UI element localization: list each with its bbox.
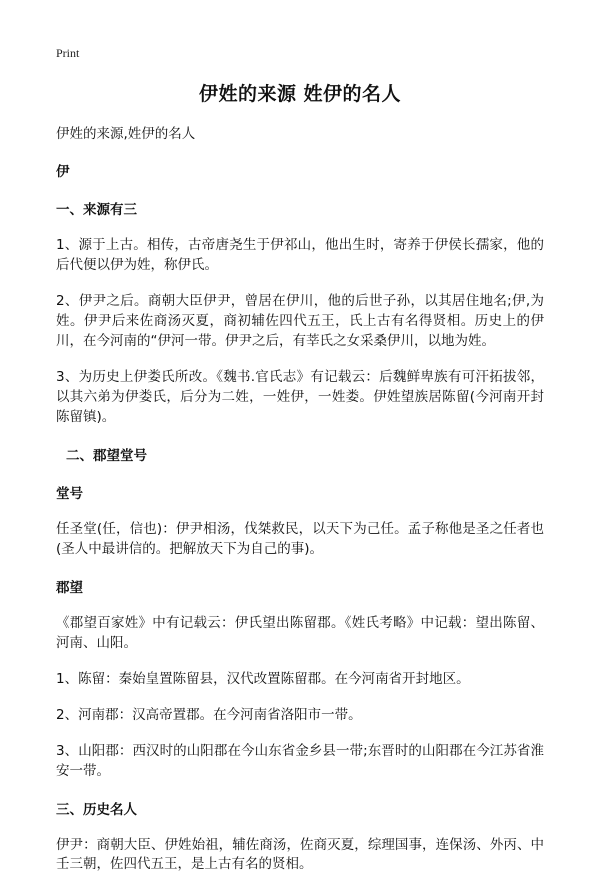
origin-paragraph-1: 1、源于上古。相传，古帝唐尧生于伊祁山，他出生时，寄养于伊侯长孺家，他的后代便以伊为姓，称伊氏。 — [56, 236, 544, 276]
junwang-item-chenliu: 1、陈留：秦始皇置陈留县，汉代改置陈留郡。在今河南省开封地区。 — [56, 670, 544, 690]
junwang-heading: 郡望 — [56, 576, 544, 596]
tanghao-heading: 堂号 — [56, 482, 544, 502]
famous-person-yiyin: 伊尹：商朝大臣、伊姓始祖，辅佐商汤，佐商灭夏，综理国事，连保汤、外丙、中壬三朝，佐四代五王，是上古有名的贤相。 — [56, 836, 544, 875]
page-title: 伊姓的来源 姓伊的名人 — [56, 79, 544, 106]
page-subtitle: 伊姓的来源,姓伊的名人 — [56, 122, 544, 142]
print-label[interactable]: Print — [56, 46, 544, 61]
origin-paragraph-3: 3、为历史上伊娄氏所改。《魏书.官氏志》有记载云：后魏鲜卑族有可汗拓拔邻，以其六弟为伊娄氏，后分为二姓，一姓伊，一姓娄。伊姓望族居陈留(今河南开封陈留镇)。 — [56, 368, 544, 428]
section-famous-people-heading: 三、历史名人 — [56, 798, 544, 818]
junwang-item-henan: 2、河南郡：汉高帝置郡。在今河南省洛阳市一带。 — [56, 706, 544, 726]
section-junwang-tanghao-heading: 二、郡望堂号 — [56, 444, 544, 464]
junwang-intro: 《郡望百家姓》中有记载云：伊氏望出陈留郡。《姓氏考略》中记载：望出陈留、河南、山阳。 — [56, 614, 544, 654]
junwang-item-shanyang: 3、山阳郡：西汉时的山阳郡在今山东省金乡县一带;东晋时的山阳郡在今江苏省淮安一带。 — [56, 742, 544, 782]
section-origins-heading: 一、来源有三 — [56, 198, 544, 218]
surname-heading: 伊 — [56, 160, 544, 180]
origin-paragraph-2: 2、伊尹之后。商朝大臣伊尹，曾居在伊川，他的后世子孙，以其居住地名;伊,为姓。伊尹后来佐商汤灭夏，商初辅佐四代五王，氏上古有名得贤相。历史上的伊川，在今河南的“伊河一带。伊尹之后，有莘氏之女采桑伊川，以地为姓。 — [56, 292, 544, 352]
tanghao-paragraph: 任圣堂(任，信也)：伊尹相汤，伐桀救民，以天下为己任。孟子称他是圣之任者也(圣人中最讲信的。把解放天下为自己的事)。 — [56, 520, 544, 560]
